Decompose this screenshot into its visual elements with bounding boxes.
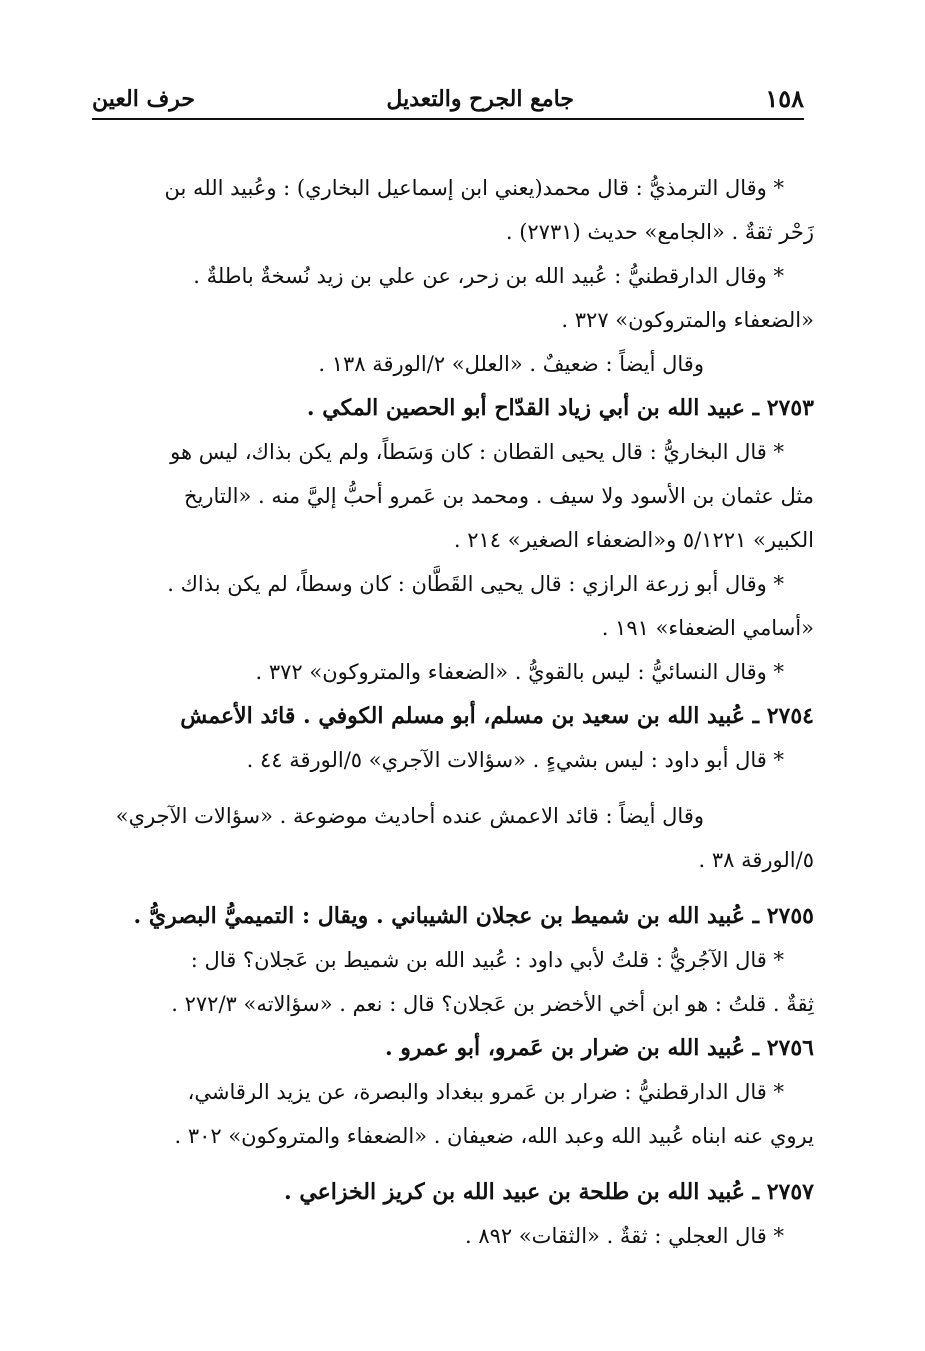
text-line: * قال البخاريُّ : قال يحيى القطان : كان وَسَطاً، ولم يكن بذاك، ليس هو [170,440,784,464]
text-line: * قال أبو داود : ليس بشيءٍ . «سؤالات الآجري» ٥/الورقة ٤٤ . [246,748,784,772]
text-line: «الضعفاء والمتروكون» ٣٢٧ . [561,308,814,332]
text-line: زَحْر ثقةٌ . «الجامع» حديث (٢٧٣١) . [505,220,814,244]
text-line: يروي عنه ابناه عُبيد الله وعبد الله، ضعيفان . «الضعفاء والمتروكون» ٣٠٢ . [174,1124,814,1148]
page-number: ١٥٨ [765,84,804,113]
text-line: * وقال أبو زرعة الرازي : قال يحيى القَطَّان : كان وسطاً، لم يكن بذاك . [167,572,784,596]
text-line: الكبير» ٥/١٢٢١ و«الضعفاء الصغير» ٢١٤ . [453,528,814,552]
book-title: جامع الجرح والتعديل [386,86,574,112]
section-title: حرف العين [92,86,196,112]
text-line: * وقال الترمذيُّ : قال محمد(يعني ابن إسماعيل البخاري) : وعُبيد الله بن [164,176,784,200]
entry-heading-2756: ٢٧٥٦ ـ عُبيد الله بن ضرار بن عَمرو، أبو عمرو . [384,1035,814,1061]
text-line: * قال الآجُريُّ : قلتُ لأبي داود : عُبيد الله بن شميط بن عَجلان؟ قال : [190,948,784,972]
text-line: وقال أيضاً : ضعيفٌ . «العلل» ٢/الورقة ١٣٨ . [318,352,704,376]
text-line: وقال أيضاً : قائد الاعمش عنده أحاديث موضوعة . «سؤالات الآجري» [115,804,704,828]
text-line: * وقال الدارقطنيُّ : عُبيد الله بن زحر، عن علي بن زيد نُسخةٌ باطلةٌ . [193,264,784,288]
text-line: مثل عثمان بن الأسود ولا سيف . ومحمد بن عَمرو أحبُّ إليَّ منه . «التاريخ [183,484,814,508]
entry-heading-2754: ٢٧٥٤ ـ عُبيد الله بن سعيد بن مسلم، أبو مسلم الكوفي . قائد الأعمش [180,703,814,729]
page-body [92,166,814,1258]
entry-heading-2755: ٢٧٥٥ ـ عُبيد الله بن شميط بن عجلان الشيباني . ويقال : التميميُّ البصريُّ . [133,903,814,929]
text-line: ثِقةٌ . قلتُ : هو ابن أخي الأخضر بن عَجلان؟ قال : نعم . «سؤالاته» ٢٧٢/٣ . [171,992,814,1016]
text-line: * قال العجلي : ثقةٌ . «الثقات» ٨٩٢ . [464,1224,784,1248]
text-line: «أسامي الضعفاء» ١٩١ . [601,616,814,640]
page-header [92,76,804,120]
entry-heading-2753: ٢٧٥٣ ـ عبيد الله بن أبي زياد القدّاح أبو الحصين المكي . [306,395,814,421]
text-line: * وقال النسائيُّ : ليس بالقويُّ . «الضعفاء والمتروكون» ٣٧٢ . [255,660,784,684]
text-line: * قال الدارقطنيُّ : ضرار بن عَمرو ببغداد والبصرة، عن يزيد الرقاشي، [187,1080,784,1104]
text-line: ٥/الورقة ٣٨ . [698,848,814,872]
entry-heading-2757: ٢٧٥٧ ـ عُبيد الله بن طلحة بن عبيد الله بن كريز الخزاعي . [284,1179,814,1205]
